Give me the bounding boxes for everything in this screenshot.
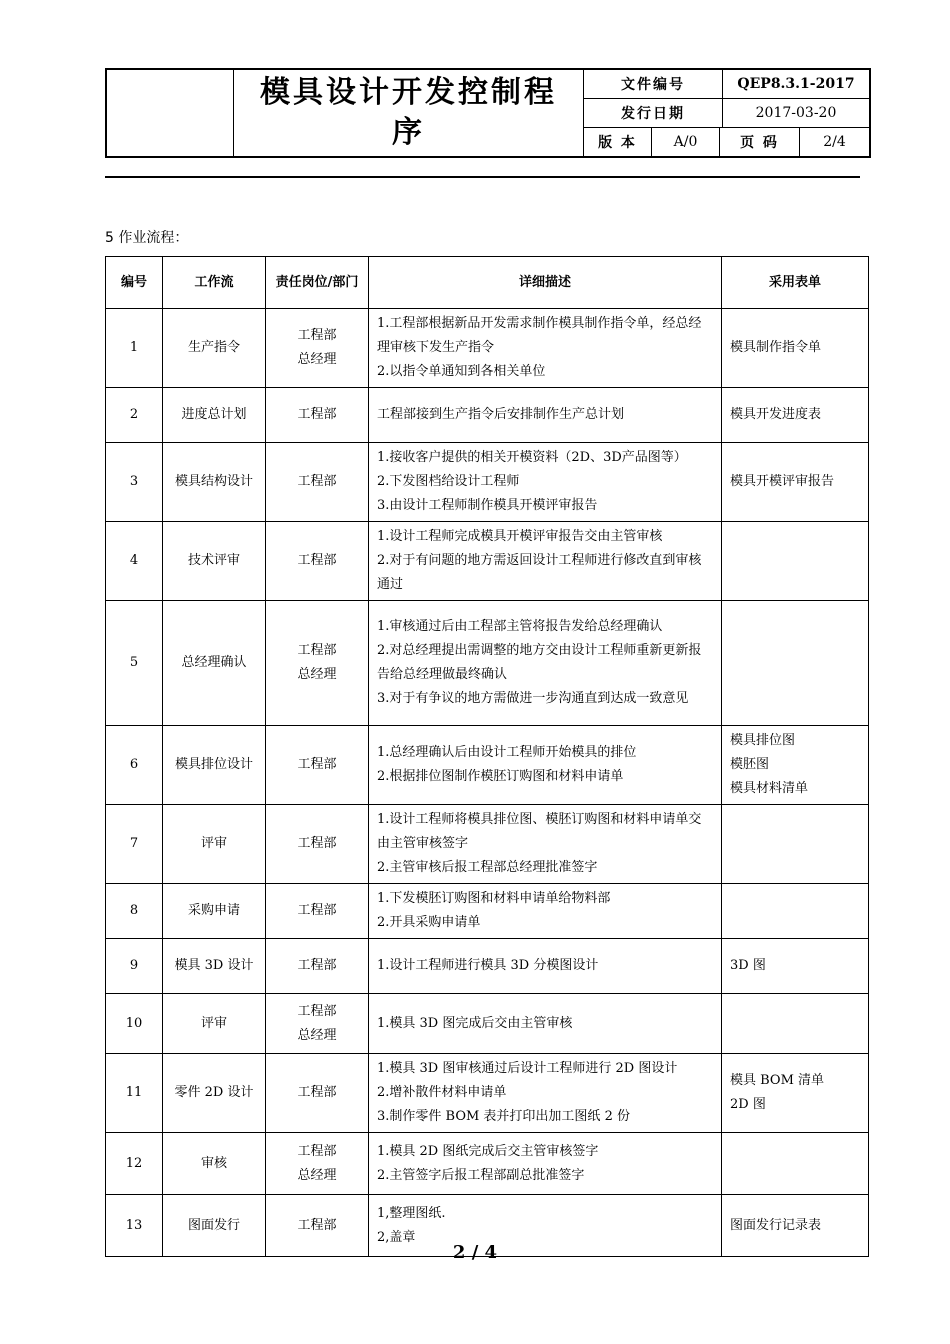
step-forms — [722, 522, 869, 601]
step-name: 模具结构设计 — [163, 443, 266, 522]
issue-date-value: 2017-03-20 — [755, 105, 837, 121]
doc-number-label: 文件编号 — [584, 70, 723, 98]
responsible-dept — [266, 884, 369, 939]
step-forms — [722, 601, 869, 726]
step-number: 1 — [106, 309, 163, 388]
table-row — [106, 1054, 869, 1133]
col-header-forms: 采用表单 — [722, 257, 869, 309]
description-line: 1.设计工程师完成模具开模评审报告交由主管审核 — [377, 529, 663, 544]
version-label: 版 本 — [584, 128, 652, 156]
issue-date-label: 发行日期 — [584, 99, 723, 127]
step-name: 审核 — [163, 1133, 266, 1195]
step-description — [369, 805, 722, 884]
step-forms — [722, 994, 869, 1054]
description-line: 1.模具 2D 图纸完成后交主管审核签字 — [377, 1143, 599, 1159]
step-number: 4 — [106, 522, 163, 601]
col-header-no: 编号 — [106, 257, 163, 309]
responsible-line: 工程部 — [297, 474, 337, 489]
step-name: 生产指令 — [163, 309, 266, 388]
step-forms — [722, 726, 869, 805]
responsible-dept — [266, 522, 369, 601]
step-description — [369, 388, 722, 443]
step-name: 评审 — [163, 994, 266, 1054]
step-name: 模具 3D 设计 — [163, 939, 266, 994]
step-forms — [722, 939, 869, 994]
doc-number-row — [584, 70, 869, 99]
table-row — [106, 388, 869, 443]
step-name: 零件 2D 设计 — [163, 1054, 266, 1133]
description-line: 1.模具 3D 图完成后交由主管审核 — [377, 1015, 573, 1031]
table-row — [106, 994, 869, 1054]
step-number: 12 — [106, 1133, 163, 1195]
document-header — [105, 68, 871, 158]
table-row — [106, 443, 869, 522]
description-line: 1.模具 3D 图审核通过后设计工程师进行 2D 图设计 — [377, 1061, 678, 1076]
responsible-line: 工程部 — [297, 1003, 337, 1019]
responsible-dept — [266, 939, 369, 994]
col-header-resp: 责任岗位/部门 — [266, 257, 369, 309]
table-row — [106, 884, 869, 939]
responsible-line: 工程部 — [297, 958, 337, 973]
responsible-dept — [266, 388, 369, 443]
description-line: 2.以指令单通知到各相关单位 — [377, 364, 546, 379]
step-description — [369, 884, 722, 939]
step-number: 13 — [106, 1195, 163, 1257]
step-forms — [722, 309, 869, 388]
step-number: 7 — [106, 805, 163, 884]
form-line: 模具开发进度表 — [730, 407, 822, 422]
step-number: 2 — [106, 388, 163, 443]
responsible-dept — [266, 805, 369, 884]
description-line: 2.下发图档给设计工程师 — [377, 474, 520, 489]
col-header-flow: 工作流 — [163, 257, 266, 309]
page-footer: 2 / 4 — [452, 1242, 498, 1263]
responsible-line: 工程部 — [297, 836, 337, 851]
form-line: 2D 图 — [730, 1097, 766, 1112]
form-line: 3D 图 — [730, 958, 766, 973]
step-forms — [722, 884, 869, 939]
description-line: 2.开具采购申请单 — [377, 915, 481, 930]
description-line: 2.主管审核后报工程部总经理批准签字 — [377, 860, 598, 875]
table-row — [106, 522, 869, 601]
description-line: 3.由设计工程师制作模具开模评审报告 — [377, 498, 598, 513]
table-row — [106, 309, 869, 388]
step-description — [369, 1054, 722, 1133]
table-header-row — [106, 257, 869, 309]
table-row — [106, 939, 869, 994]
col-header-desc: 详细描述 — [369, 257, 722, 309]
step-forms — [722, 805, 869, 884]
responsible-dept — [266, 1054, 369, 1133]
step-name: 采购申请 — [163, 884, 266, 939]
responsible-line: 总经理 — [297, 1027, 337, 1043]
step-description — [369, 443, 722, 522]
table-row — [106, 805, 869, 884]
step-number: 5 — [106, 601, 163, 726]
document-title: 模具设计开发控制程序 — [234, 70, 584, 156]
description-line: 1,整理图纸. — [377, 1205, 446, 1221]
step-number: 9 — [106, 939, 163, 994]
responsible-line: 工程部 — [297, 1143, 337, 1159]
table-row — [106, 1133, 869, 1195]
description-line: 1.工程部根据新品开发需求制作模具制作指令单，经总经理审核下发生产指令 — [377, 316, 702, 355]
issue-date-row — [584, 99, 869, 128]
step-description — [369, 1133, 722, 1195]
responsible-line: 工程部 — [297, 407, 337, 422]
responsible-dept — [266, 726, 369, 805]
form-line: 模具制作指令单 — [730, 340, 822, 355]
responsible-dept — [266, 994, 369, 1054]
step-number: 8 — [106, 884, 163, 939]
page-label: 页 码 — [720, 128, 800, 156]
header-divider — [105, 176, 860, 178]
description-line: 1.总经理确认后由设计工程师开始模具的排位 — [377, 745, 637, 760]
step-number: 11 — [106, 1054, 163, 1133]
table-body — [106, 309, 869, 1257]
description-line: 3.制作零件 BOM 表并打印出加工图纸 2 份 — [377, 1109, 630, 1124]
description-line: 2.主管签字后报工程部副总批准签字 — [377, 1167, 585, 1183]
responsible-line: 工程部 — [297, 903, 337, 918]
step-number: 10 — [106, 994, 163, 1054]
step-number: 3 — [106, 443, 163, 522]
description-line: 3.对于有争议的地方需做进一步沟通直到达成一致意见 — [377, 691, 689, 706]
step-name: 评审 — [163, 805, 266, 884]
step-name: 总经理确认 — [163, 601, 266, 726]
step-description — [369, 309, 722, 388]
doc-number-value: QEP8.3.1-2017 — [737, 76, 855, 92]
responsible-line: 工程部 — [297, 553, 337, 568]
section-title: 5 作业流程： — [105, 230, 189, 246]
responsible-line: 工程部 — [297, 1085, 337, 1100]
step-name: 技术评审 — [163, 522, 266, 601]
responsible-line: 总经理 — [297, 352, 337, 367]
form-line: 图面发行记录表 — [730, 1217, 822, 1233]
description-line: 1.接收客户提供的相关开模资料（2D、3D产品图等） — [377, 450, 687, 465]
version-value: A/0 — [652, 128, 720, 156]
responsible-dept — [266, 601, 369, 726]
responsible-line: 总经理 — [297, 1167, 337, 1183]
responsible-line: 工程部 — [297, 643, 337, 658]
logo-cell — [107, 70, 234, 156]
step-name: 进度总计划 — [163, 388, 266, 443]
step-name: 模具排位设计 — [163, 726, 266, 805]
document-meta — [584, 70, 869, 156]
form-line: 模胚图 — [730, 757, 770, 772]
step-description — [369, 726, 722, 805]
step-description — [369, 522, 722, 601]
step-forms — [722, 443, 869, 522]
description-line: 1.审核通过后由工程部主管将报告发给总经理确认 — [377, 619, 663, 634]
responsible-dept — [266, 1133, 369, 1195]
step-forms — [722, 1054, 869, 1133]
step-name: 图面发行 — [163, 1195, 266, 1257]
description-line: 1.设计工程师将模具排位图、模胚订购图和材料申请单交由主管审核签字 — [377, 812, 702, 851]
responsible-dept — [266, 309, 369, 388]
step-number: 6 — [106, 726, 163, 805]
responsible-line: 工程部 — [297, 328, 337, 343]
form-line: 模具材料清单 — [730, 781, 809, 796]
description-line: 工程部接到生产指令后安排制作生产总计划 — [377, 407, 625, 422]
step-forms — [722, 1133, 869, 1195]
responsible-dept — [266, 443, 369, 522]
version-page-row — [584, 128, 869, 156]
description-line: 2.对总经理提出需调整的地方交由设计工程师重新更新报告给总经理做最终确认 — [377, 643, 702, 682]
description-line: 1.设计工程师进行模具 3D 分模图设计 — [377, 958, 599, 973]
step-description — [369, 939, 722, 994]
form-line: 模具 BOM 清单 — [730, 1073, 825, 1088]
description-line: 2.增补散件材料申请单 — [377, 1085, 507, 1100]
step-forms — [722, 388, 869, 443]
description-line: 1.下发模胚订购图和材料申请单给物料部 — [377, 891, 611, 906]
form-line: 模具排位图 — [730, 733, 796, 748]
page-value: 2/4 — [823, 134, 846, 150]
step-description — [369, 994, 722, 1054]
form-line: 模具开模评审报告 — [730, 474, 835, 489]
description-line: 2.根据排位图制作模胚订购图和材料申请单 — [377, 769, 624, 784]
description-line: 2,盖章 — [377, 1229, 416, 1245]
responsible-line: 总经理 — [297, 667, 337, 682]
table-row — [106, 601, 869, 726]
workflow-table — [105, 256, 869, 1257]
description-line: 2.对于有问题的地方需返回设计工程师进行修改直到审核通过 — [377, 553, 702, 592]
table-row — [106, 726, 869, 805]
responsible-line: 工程部 — [297, 757, 337, 772]
step-description — [369, 601, 722, 726]
responsible-line: 工程部 — [297, 1217, 337, 1233]
